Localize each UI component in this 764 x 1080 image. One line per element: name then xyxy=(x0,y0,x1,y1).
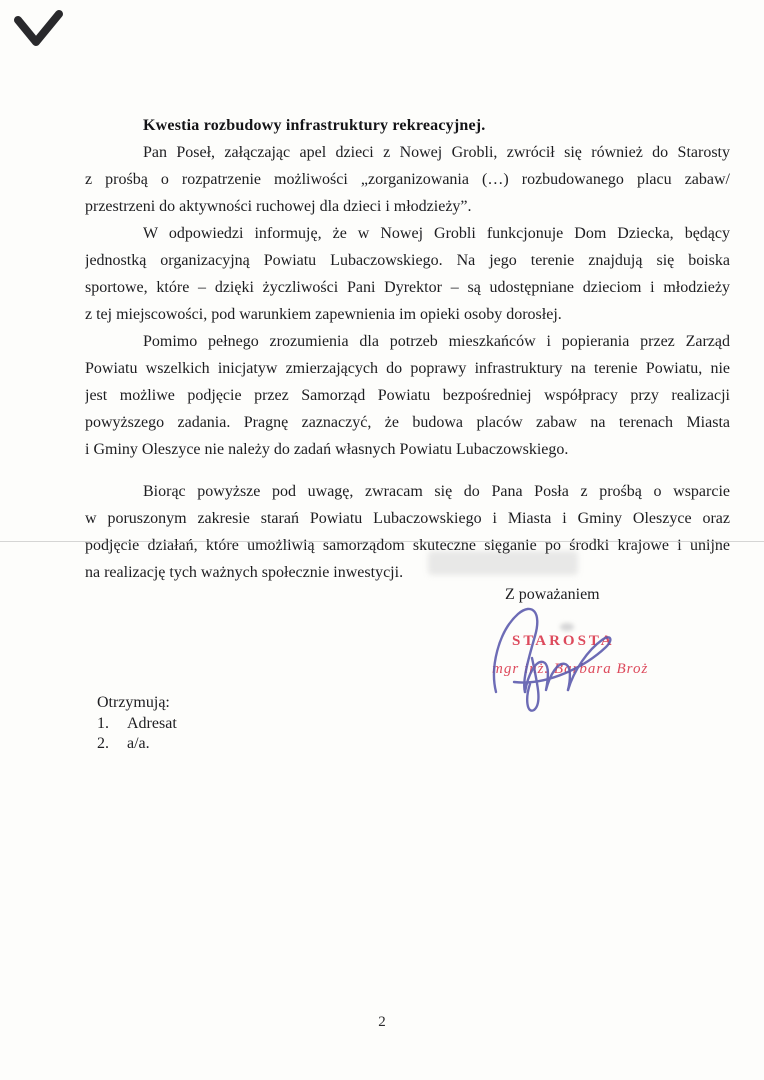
distribution-label: Otrzymują: xyxy=(97,694,170,711)
text-line: powyższego zadania. Pragnę zaznaczyć, że budowa placów zabaw na terenach Miasta xyxy=(85,414,730,431)
text-line: Powiatu wszelkich inicjatyw zmierzających do poprawy infrastruktury na terenie Powiatu, nie xyxy=(85,360,730,377)
text-line: podjęcie działań, które umożliwią samorządom skuteczne sięganie po środki krajowe i unijne xyxy=(85,537,730,554)
letter-paragraphs xyxy=(85,139,730,586)
text-line: sportowe, które – dzięki życzliwości Pani Dyrektor – są udostępniane dzieciom i młodzieży xyxy=(85,279,730,296)
distribution-items xyxy=(97,714,177,754)
text-line: jest możliwe podjęcie przez Samorząd Powiatu bezpośredniej współpracy przy realizacji xyxy=(85,387,730,404)
paragraph xyxy=(85,478,730,586)
text-line: W odpowiedzi informuję, że w Nowej Grobli funkcjonuje Dom Dziecka, będący xyxy=(143,225,730,242)
text-line: na realizację tych ważnych społecznie inwestycji. xyxy=(85,564,404,581)
paragraph xyxy=(85,139,730,220)
distribution-item xyxy=(97,714,177,734)
handwritten-signature-icon xyxy=(480,600,640,715)
stamp-title: STAROSTA xyxy=(512,633,615,649)
text-line: w poruszonym zakresie starań Powiatu Lubaczowskiego i Miasta i Gminy Oleszyce oraz xyxy=(85,510,730,527)
distribution-item-number: 1. xyxy=(97,715,109,732)
distribution-list xyxy=(97,693,177,754)
text-line: z tej miejscowości, pod warunkiem zapewnienia im opieki osoby dorosłej. xyxy=(85,306,562,323)
paragraph xyxy=(85,328,730,463)
text-line: Pomimo pełnego zrozumienia dla potrzeb mieszkańców i popierania przez Zarząd xyxy=(143,333,730,350)
text-line: Biorąc powyższe pod uwagę, zwracam się do Pana Posła z prośbą o wsparcie xyxy=(143,483,730,500)
closing-phrase: Z poważaniem xyxy=(505,586,600,603)
page-number: 2 xyxy=(378,1014,386,1030)
distribution-item-text: a/a. xyxy=(127,735,150,752)
text-line: jednostką organizacyjną Powiatu Lubaczowskiego. Na jego terenie znajdują się boiska xyxy=(85,252,730,269)
distribution-item-number: 2. xyxy=(97,735,109,752)
text-line: przestrzeni do aktywności ruchowej dla dzieci i młodzieży”. xyxy=(85,198,472,215)
paragraph xyxy=(85,220,730,328)
distribution-item xyxy=(97,734,177,754)
text-line: i Gminy Oleszyce nie należy do zadań własnych Powiatu Lubaczowskiego. xyxy=(85,441,569,458)
text-line: z prośbą o rozpatrzenie możliwości „zorganizowania (…) rozbudowanego placu zabaw/ xyxy=(85,171,730,188)
stamp-signer-name: mgr inż. Barbara Broż xyxy=(492,661,649,677)
text-line: Pan Poseł, załączając apel dzieci z Nowej Grobli, zwrócił się również do Starosty xyxy=(143,144,730,161)
distribution-item-text: Adresat xyxy=(127,715,177,732)
letter-body xyxy=(85,112,730,586)
scan-artifact-mark-icon xyxy=(12,7,64,49)
signature-block xyxy=(470,595,690,715)
section-heading: Kwestia rozbudowy infrastruktury rekreacyjnej. xyxy=(143,117,486,134)
